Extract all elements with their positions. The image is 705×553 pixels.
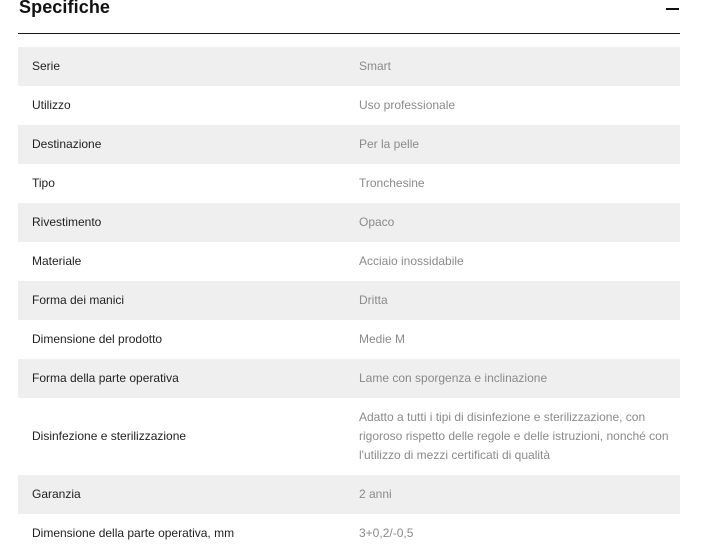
spec-label: Forma della parte operativa	[32, 371, 179, 385]
specs-table	[18, 47, 680, 553]
spec-value: 2 anni	[359, 487, 392, 501]
spec-row-dimensione-prodotto	[18, 320, 680, 359]
spec-label: Rivestimento	[32, 215, 102, 229]
spec-value: Uso professionale	[359, 98, 456, 112]
spec-label: Serie	[32, 59, 61, 73]
spec-label: Disinfezione e sterilizzazione	[32, 429, 187, 443]
section-title: Specifiche	[19, 0, 111, 17]
section-header	[18, 0, 680, 34]
minus-icon[interactable]	[666, 8, 679, 10]
spec-label: Garanzia	[32, 487, 81, 501]
spec-row-serie	[18, 47, 680, 86]
spec-value: Per la pelle	[359, 137, 420, 151]
spec-value: 3+0,2/-0,5	[359, 526, 414, 540]
spec-row-disinfezione	[18, 398, 680, 475]
spec-row-tipo	[18, 164, 680, 203]
spec-label: Utilizzo	[32, 98, 71, 112]
spec-label: Materiale	[32, 254, 82, 268]
spec-row-dimensione-parte-operativa	[18, 514, 680, 553]
spec-row-garanzia	[18, 475, 680, 514]
spec-row-rivestimento	[18, 203, 680, 242]
spec-row-forma-manici	[18, 281, 680, 320]
spec-value: Medie M	[359, 332, 406, 346]
spec-label: Forma dei manici	[32, 293, 125, 307]
spec-value: Dritta	[359, 293, 388, 307]
spec-value: Smart	[359, 59, 392, 73]
spec-value: Tronchesine	[359, 176, 425, 190]
spec-label: Tipo	[32, 176, 55, 190]
spec-label: Destinazione	[32, 137, 102, 151]
spec-row-materiale	[18, 242, 680, 281]
spec-row-utilizzo	[18, 86, 680, 125]
spec-label: Dimensione della parte operativa, mm	[32, 526, 235, 540]
spec-value: Adatto a tutti i tipi di disinfezione e sterilizzazione, con rigoroso rispetto delle regole e delle istruzioni, nonché con l'utilizzo di mezzi certificati di qualità	[359, 410, 669, 462]
spec-label: Dimensione del prodotto	[32, 332, 163, 346]
spec-row-destinazione	[18, 125, 680, 164]
spec-value: Acciaio inossidabile	[359, 254, 464, 268]
spec-value: Opaco	[359, 215, 395, 229]
spec-row-forma-parte-operativa	[18, 359, 680, 398]
spec-value: Lame con sporgenza e inclinazione	[359, 371, 548, 385]
